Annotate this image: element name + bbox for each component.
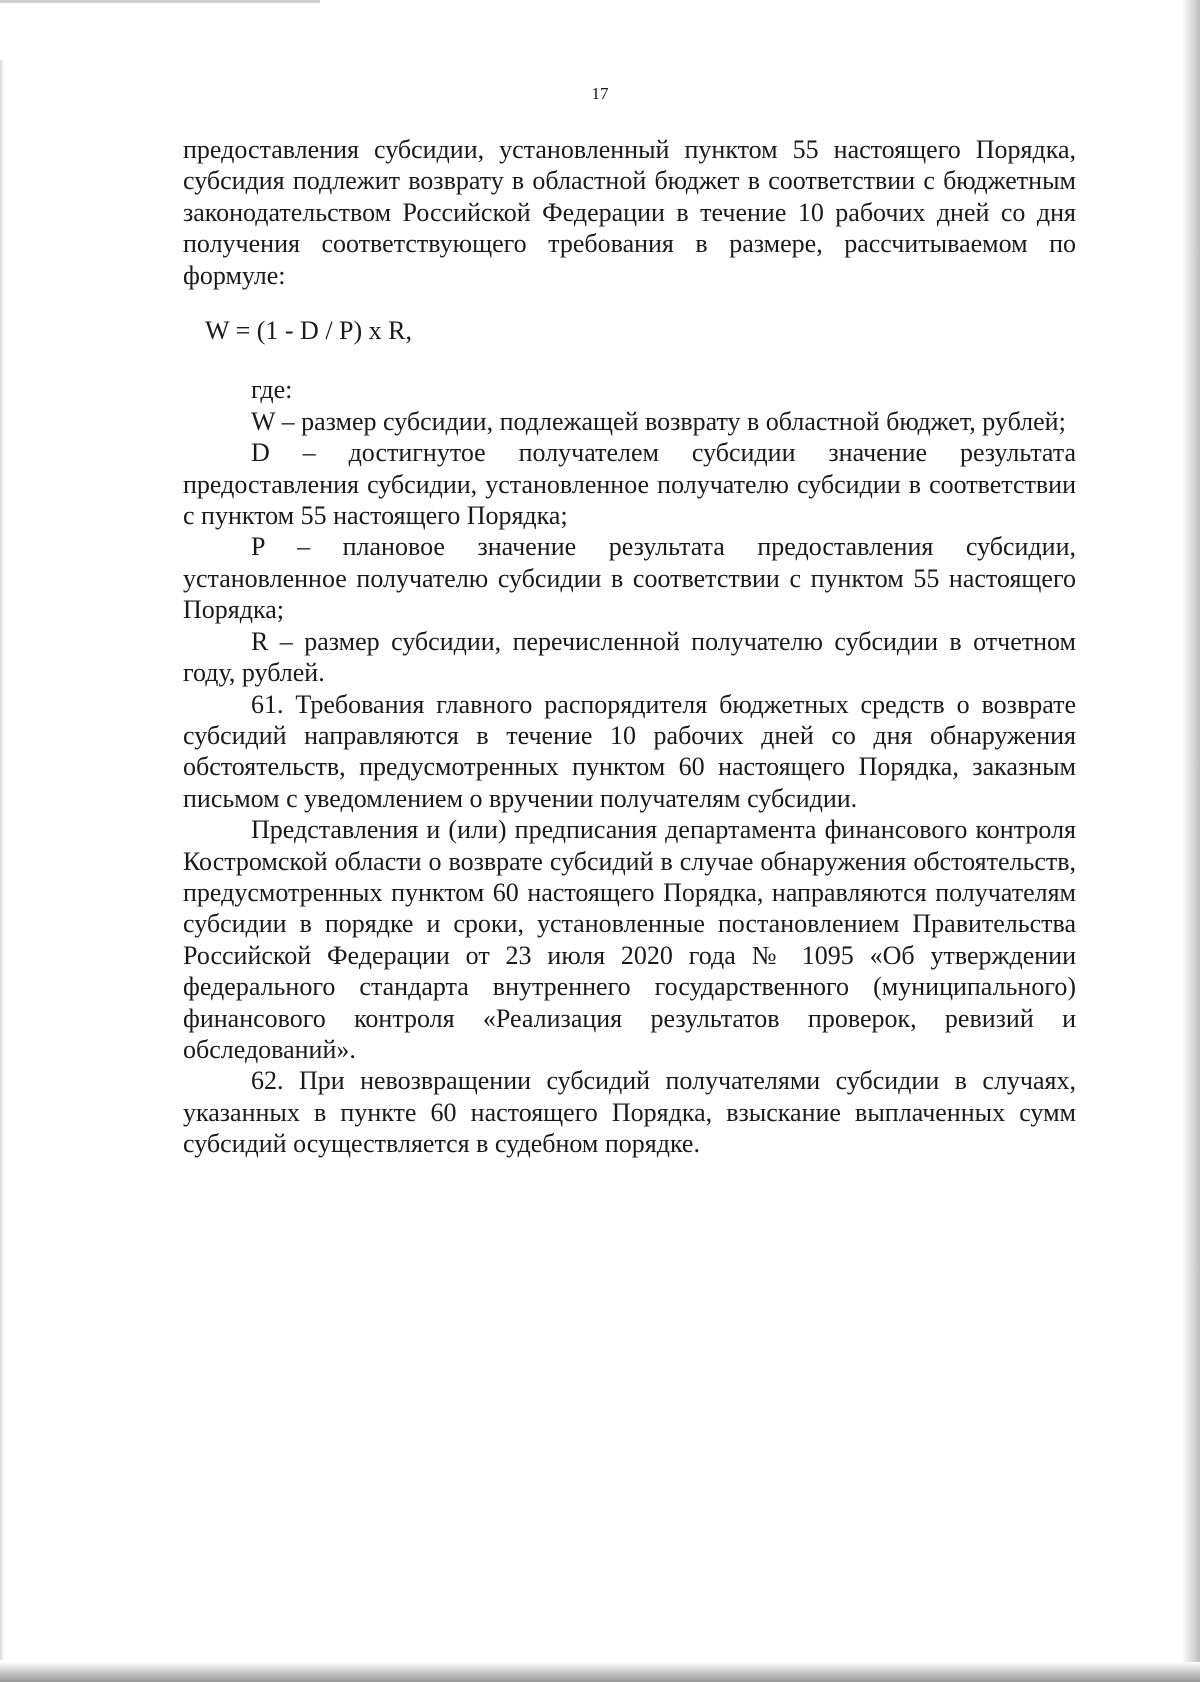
formula: W = (1 - D / P) x R, <box>205 316 413 346</box>
definition-d: D – достигнутое получателем субсидии значение результата предоставления субсидии, установленное получателю субсидии в соответствии с пунктом 55 настоящего Порядка; <box>183 438 1076 531</box>
paragraph-62: 62. При невозвращении субсидий получателями субсидии в случаях, указанных в пункте 60 настоящего Порядка, взыскание выплаченных сумм субсидий осуществляется в судебном порядке. <box>183 1066 1076 1159</box>
scan-edge-right <box>1182 0 1200 1682</box>
page-number: 17 <box>591 84 609 103</box>
definition-p: P – плановое значение результата предоставления субсидии, установленное получателю субсидии в соответствии с пунктом 55 настоящего Порядка; <box>183 532 1076 625</box>
scan-edge-bottom <box>0 1662 1200 1682</box>
paragraph-continuation: предоставления субсидии, установленный пунктом 55 настоящего Порядка, субсидия подлежит возврату в областной бюджет в соответствии с бюджетным законодательством Российской Федерации в течение 10 рабочих дней со дня получения соответствующего требования в размере, рассчитываемом по формуле: <box>183 135 1076 290</box>
document-body <box>183 134 1076 1160</box>
formula-where: где: <box>251 375 293 405</box>
scan-edge-left <box>0 60 4 1660</box>
definition-w: W – размер субсидии, подлежащей возврату в областной бюджет, рублей; <box>251 406 1066 436</box>
paragraph-61-representations: Представления и (или) предписания департамента финансового контроля Костромской области о возврате субсидий в случае обнаружения обстоятельств, предусмотренных пунктом 60 настоящего Порядка, направляются получателям субсидии в порядке и сроки, установленные постановлением Правительства Российской Федерации от 23 июля 2020 года № 1095 «Об утверждении федерального стандарта внутреннего государственного (муниципального) финансового контроля «Реализация результатов проверок, ревизий и обследований». <box>183 815 1076 1064</box>
scan-edge-top <box>0 0 320 3</box>
definition-r: R – размер субсидии, перечисленной получателю субсидии в отчетном году, рублей. <box>183 626 1076 688</box>
paragraph-61: 61. Требования главного распорядителя бюджетных средств о возврате субсидий направляются в течение 10 рабочих дней со дня обнаружения обстоятельств, предусмотренных пунктом 60 настоящего Порядка, заказным письмом с уведомлением о вручении получателям субсидии. <box>183 689 1076 813</box>
